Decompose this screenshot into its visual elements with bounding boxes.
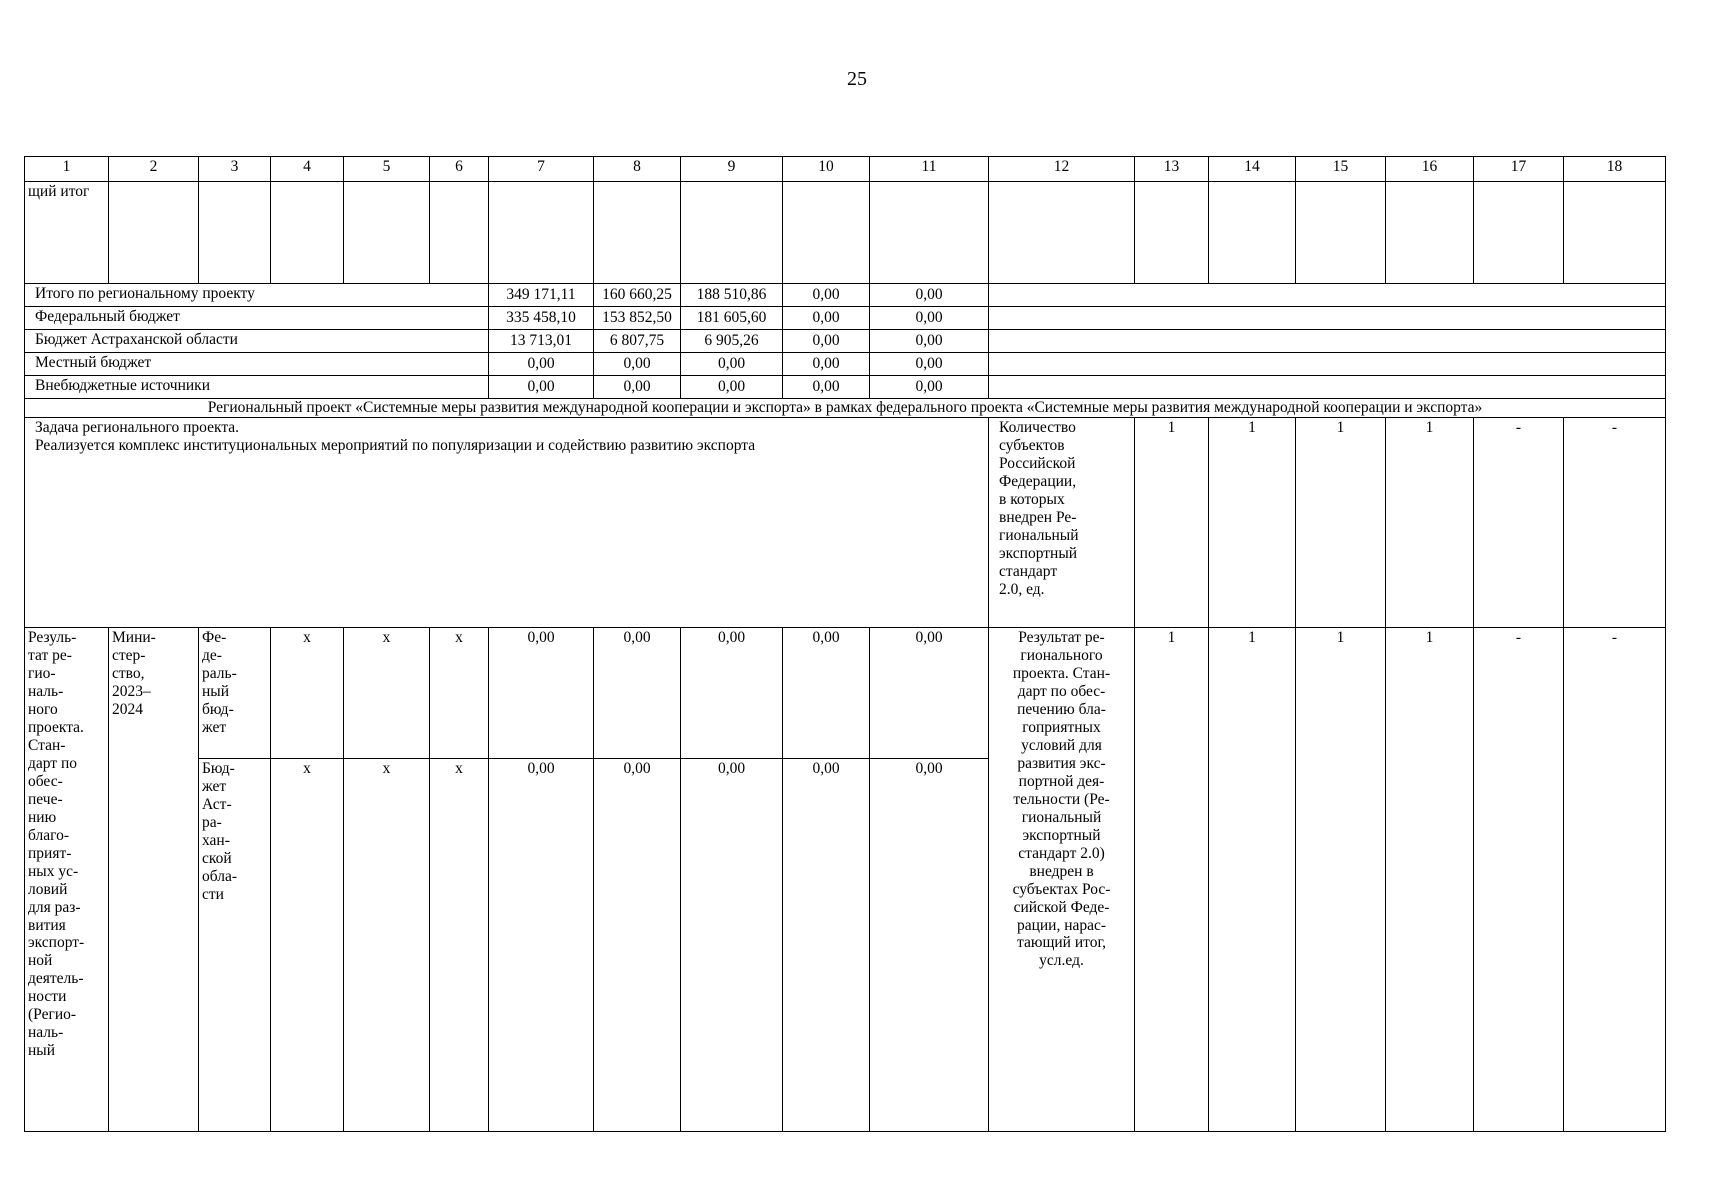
money-value: 0,00 <box>783 376 870 399</box>
result-indicator-line: развития экс- <box>1017 754 1106 772</box>
indicator-value: 1 <box>1209 418 1296 628</box>
money-value: 335 458,10 <box>489 307 594 330</box>
source-line: жет <box>202 777 227 795</box>
source-line: ра- <box>202 813 222 831</box>
result-line: наль- <box>28 682 64 700</box>
mark-cell: х <box>430 628 489 759</box>
result-indicator-line: стандарт 2.0) <box>1018 844 1105 862</box>
source-line: ской <box>202 849 232 867</box>
result-indicator-line: печению бла- <box>1017 700 1106 718</box>
source-line: хан- <box>202 831 230 849</box>
result-indicator-line: рации, нарас- <box>1016 916 1107 934</box>
result-line: гио- <box>28 664 56 682</box>
column-number: 5 <box>344 157 430 182</box>
result-name <box>25 628 109 1132</box>
result-line: пече- <box>28 790 63 808</box>
result-indicator-line: проекта. Стан- <box>1012 664 1111 682</box>
result-indicator-line: экспортный <box>1022 826 1101 844</box>
source-line: бюд- <box>202 700 234 718</box>
column-number: 4 <box>271 157 344 182</box>
money-row-label: Итого по региональному проекту <box>25 284 489 307</box>
result-indicator-line: внедрен в <box>1029 862 1094 880</box>
result-indicator-line: Результат ре- <box>1018 629 1105 646</box>
result-indicator-line: субъектах Рос- <box>1012 880 1111 898</box>
indicator-line: гиональный <box>999 526 1079 544</box>
money-value: 0,00 <box>870 330 989 353</box>
budget-table <box>24 156 1666 1132</box>
result-indicator-line: усл.ед. <box>1039 952 1084 970</box>
result-line: Резуль- <box>28 629 77 646</box>
result-indicator-line: гиональный <box>1021 808 1102 826</box>
column-number: 2 <box>109 157 199 182</box>
money-value: 0,00 <box>870 284 989 307</box>
money-value: 0,00 <box>681 376 783 399</box>
mark-cell: х <box>344 759 430 1132</box>
column-number: 15 <box>1296 157 1386 182</box>
indicator-line: 2.0, ед. <box>999 580 1045 598</box>
mark-cell: х <box>430 759 489 1132</box>
column-number: 14 <box>1209 157 1296 182</box>
result-line: для раз- <box>28 898 81 916</box>
money-value: 6 905,26 <box>681 330 783 353</box>
money-row-extrabudget <box>25 376 1666 399</box>
result-value: - <box>1474 628 1564 1132</box>
column-number: 17 <box>1474 157 1564 182</box>
value-cell: 0,00 <box>870 759 989 1132</box>
mark-cell: х <box>344 628 430 759</box>
indicator-line: внедрен Ре- <box>999 508 1077 526</box>
indicator-value: - <box>1564 418 1666 628</box>
source-line: ный <box>202 682 230 700</box>
money-value: 153 852,50 <box>594 307 681 330</box>
money-value: 0,00 <box>870 353 989 376</box>
responsible-line: стер- <box>112 646 146 664</box>
value-cell: 0,00 <box>783 759 870 1132</box>
money-value: 0,00 <box>489 376 594 399</box>
result-line: ный <box>28 1042 56 1060</box>
result-line: ности <box>28 988 67 1006</box>
money-value: 160 660,25 <box>594 284 681 307</box>
result-indicator-line: дарт по обес- <box>1017 682 1106 700</box>
indicator-value: - <box>1474 418 1564 628</box>
result-line: Стан- <box>28 736 66 754</box>
result-line: ного <box>28 700 58 718</box>
carryover-row <box>25 182 1666 284</box>
value-cell: 0,00 <box>594 628 681 759</box>
task-indicator <box>989 418 1135 628</box>
column-number: 11 <box>870 157 989 182</box>
result-line: наль- <box>28 1024 64 1042</box>
column-number: 16 <box>1386 157 1474 182</box>
indicator-value: 1 <box>1386 418 1474 628</box>
task-body: Реализуется комплекс институциональных мероприятий по популяризации и содействию развитию экспорта <box>35 436 756 454</box>
column-number: 18 <box>1564 157 1666 182</box>
task-heading: Задача регионального проекта. <box>35 419 240 436</box>
value-cell: 0,00 <box>681 628 783 759</box>
result-line: деятель- <box>28 970 84 988</box>
carryover-cell: щий итог <box>25 182 109 284</box>
result-value: 1 <box>1209 628 1296 1132</box>
result-indicator-line: условий для <box>1021 736 1102 754</box>
money-row-regional <box>25 330 1666 353</box>
indicator-line: субъектов <box>999 436 1065 454</box>
result-line: обес- <box>28 772 63 790</box>
result-line: дарт по <box>28 754 78 772</box>
result-indicator <box>989 628 1135 1132</box>
money-value: 0,00 <box>783 353 870 376</box>
indicator-line: Российской <box>999 454 1076 472</box>
money-value: 0,00 <box>783 330 870 353</box>
money-row-label: Бюджет Астраханской области <box>25 330 489 353</box>
project-title: Региональный проект «Системные меры развития международной кооперации и экспорта» в рамках федерального проекта «Системные меры развития международной кооперации и экспорта» <box>25 399 1666 418</box>
money-value: 0,00 <box>681 353 783 376</box>
result-line: проекта. <box>28 718 84 736</box>
task-description <box>25 418 989 628</box>
money-row-local <box>25 353 1666 376</box>
indicator-line: стандарт <box>999 562 1058 580</box>
result-line: ной <box>28 952 53 970</box>
money-value: 0,00 <box>870 376 989 399</box>
result-line: экспорт- <box>28 934 85 952</box>
column-number: 12 <box>989 157 1135 182</box>
money-value: 6 807,75 <box>594 330 681 353</box>
task-row <box>25 418 1666 628</box>
indicator-value: 1 <box>1135 418 1209 628</box>
source-line: Аст- <box>202 795 232 813</box>
money-value: 349 171,11 <box>489 284 594 307</box>
column-number: 13 <box>1135 157 1209 182</box>
result-value: 1 <box>1135 628 1209 1132</box>
result-line: (Регио- <box>28 1006 77 1024</box>
money-row-total <box>25 284 1666 307</box>
source-line: обла- <box>202 867 238 885</box>
result-indicator-line: тающий итог, <box>1017 934 1106 952</box>
funding-source-federal <box>199 628 271 759</box>
money-value: 0,00 <box>783 284 870 307</box>
responsible-line: 2023– <box>112 682 151 700</box>
column-number-row <box>25 157 1666 182</box>
money-row-label: Федеральный бюджет <box>25 307 489 330</box>
mark-cell: х <box>271 628 344 759</box>
column-number: 3 <box>199 157 271 182</box>
column-number: 10 <box>783 157 870 182</box>
page-number: 25 <box>847 68 867 90</box>
indicator-line: в которых <box>999 490 1065 508</box>
source-line: жет <box>202 718 227 736</box>
source-line: Бюд- <box>202 760 235 777</box>
result-line: ловий <box>28 880 68 898</box>
result-indicator-line: портной дея- <box>1018 772 1105 790</box>
money-row-label: Местный бюджет <box>25 353 489 376</box>
money-value: 181 605,60 <box>681 307 783 330</box>
source-line: Фе- <box>202 629 227 646</box>
money-row-label: Внебюджетные источники <box>25 376 489 399</box>
source-line: де- <box>202 646 222 664</box>
indicator-line: экспортный <box>999 544 1078 562</box>
result-line: вития <box>28 916 66 934</box>
funding-source-regional <box>199 759 271 1132</box>
column-number: 8 <box>594 157 681 182</box>
responsible-line: 2024 <box>112 700 143 718</box>
source-line: раль- <box>202 664 237 682</box>
result-line: прият- <box>28 844 72 862</box>
column-number: 7 <box>489 157 594 182</box>
value-cell: 0,00 <box>870 628 989 759</box>
money-value: 0,00 <box>783 307 870 330</box>
responsible-line: ство, <box>112 664 145 682</box>
responsible-line: Мини- <box>112 629 156 646</box>
indicator-line: Федерации, <box>999 472 1077 490</box>
mark-cell: х <box>271 759 344 1132</box>
result-value: 1 <box>1386 628 1474 1132</box>
result-indicator-line: сийской Феде- <box>1013 898 1110 916</box>
result-value: - <box>1564 628 1666 1132</box>
value-cell: 0,00 <box>489 628 594 759</box>
result-value: 1 <box>1296 628 1386 1132</box>
money-value: 188 510,86 <box>681 284 783 307</box>
column-number: 1 <box>25 157 109 182</box>
result-line: нию <box>28 808 57 826</box>
column-number: 6 <box>430 157 489 182</box>
source-line: сти <box>202 885 224 903</box>
money-value: 0,00 <box>594 353 681 376</box>
indicator-line: Количество <box>999 419 1076 436</box>
result-line: благо- <box>28 826 69 844</box>
project-title-row <box>25 399 1666 418</box>
indicator-value: 1 <box>1296 418 1386 628</box>
result-responsible <box>109 628 199 1132</box>
result-indicator-line: гионального <box>1020 646 1103 664</box>
money-value: 0,00 <box>489 353 594 376</box>
value-cell: 0,00 <box>594 759 681 1132</box>
money-row-federal <box>25 307 1666 330</box>
value-cell: 0,00 <box>681 759 783 1132</box>
money-value: 13 713,01 <box>489 330 594 353</box>
result-line: тат ре- <box>28 646 72 664</box>
money-value: 0,00 <box>870 307 989 330</box>
money-value: 0,00 <box>594 376 681 399</box>
result-row-federal <box>25 628 1666 759</box>
result-indicator-line: тельности (Ре- <box>1013 790 1110 808</box>
result-indicator-line: гоприятных <box>1022 718 1101 736</box>
result-line: ных ус- <box>28 862 79 880</box>
value-cell: 0,00 <box>783 628 870 759</box>
value-cell: 0,00 <box>489 759 594 1132</box>
column-number: 9 <box>681 157 783 182</box>
